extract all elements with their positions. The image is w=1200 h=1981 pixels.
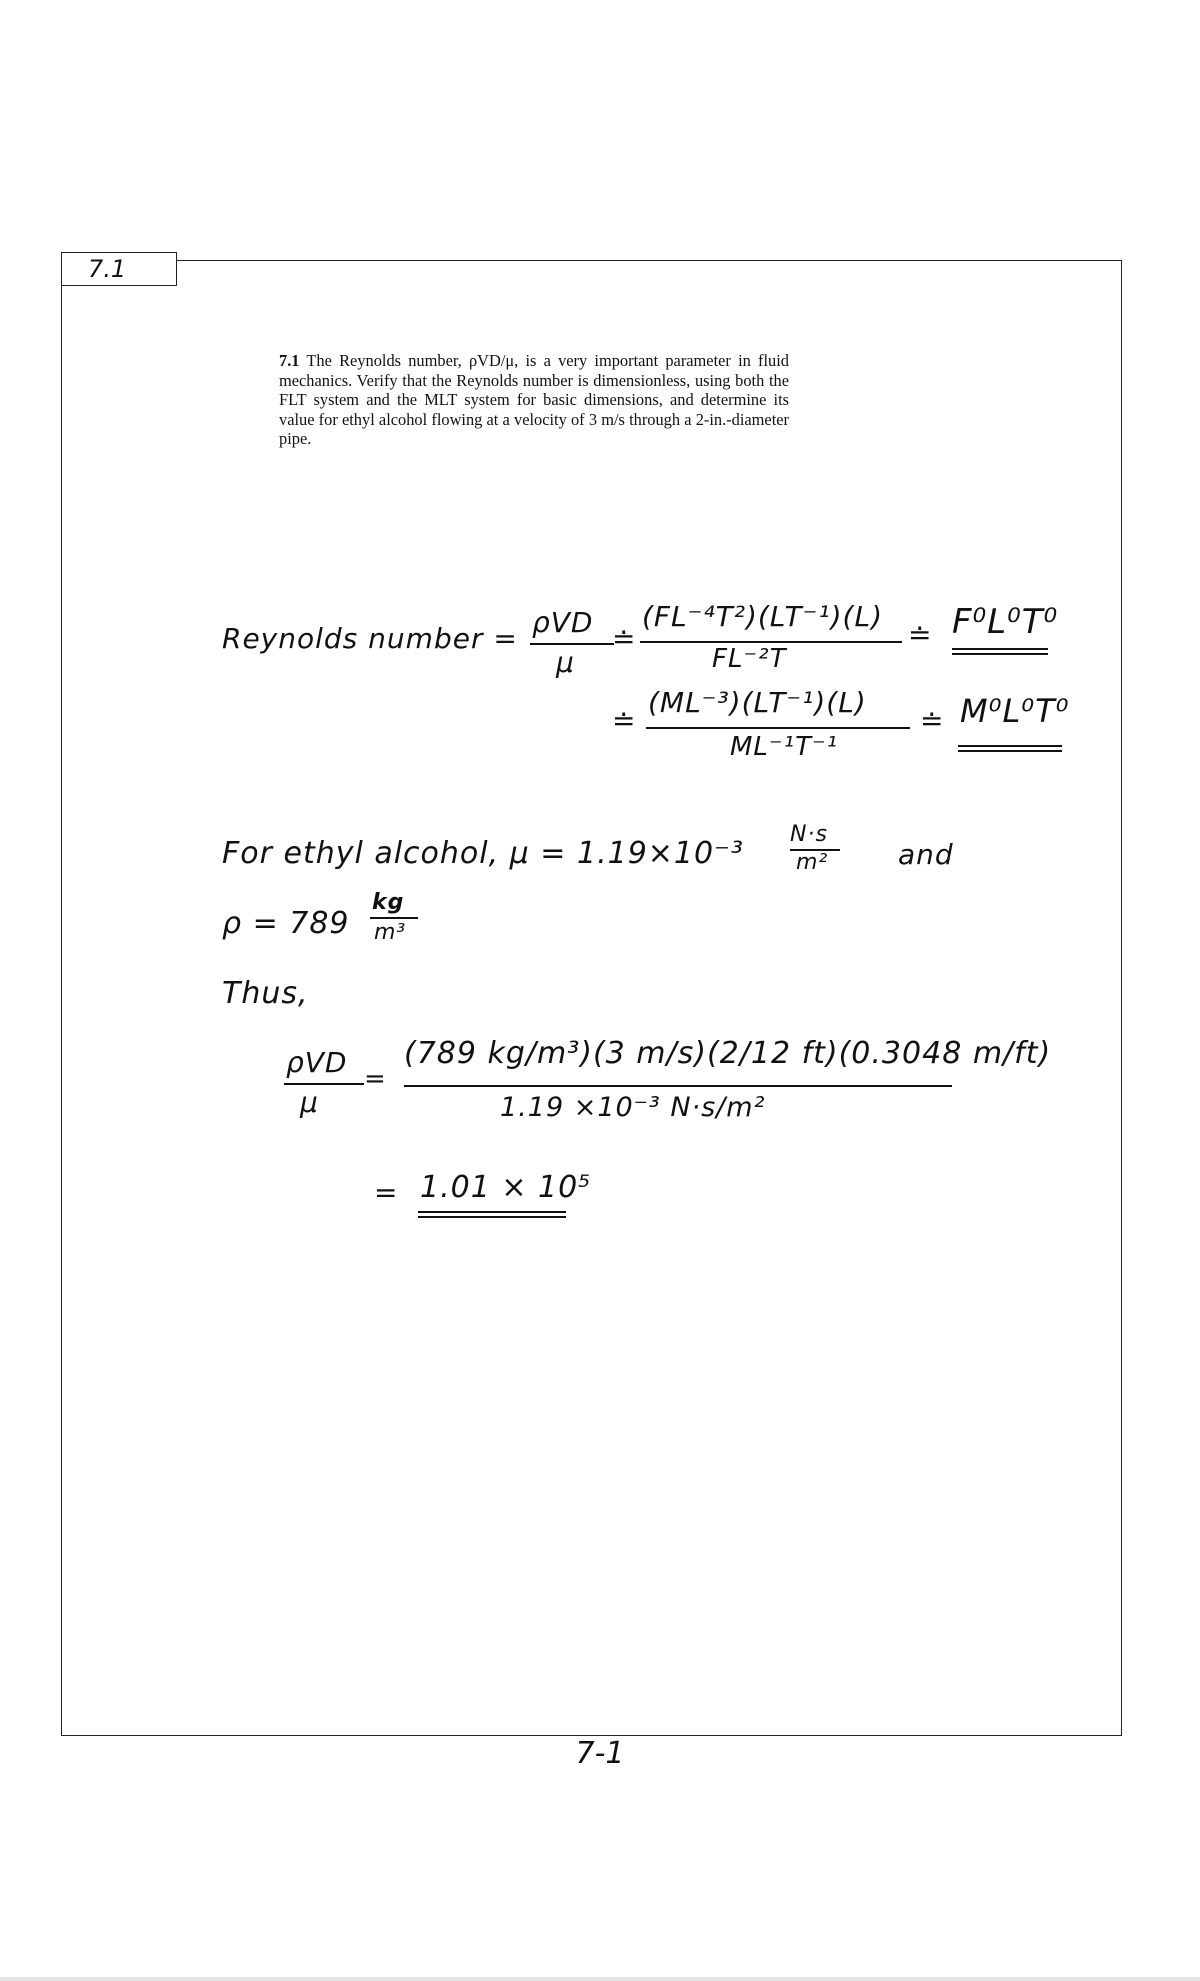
calc-denominator: 1.19 ×10⁻³ N·s/m² bbox=[500, 1092, 766, 1123]
density-units-denominator: m³ bbox=[374, 920, 407, 945]
final-result-underline-1 bbox=[418, 1211, 566, 1213]
density-line: ρ = 789 bbox=[222, 906, 350, 941]
final-equals: = bbox=[374, 1176, 399, 1209]
viscosity-units-denominator: m² bbox=[796, 850, 829, 875]
flt-result-underline-1 bbox=[952, 648, 1048, 650]
flt-fraction-bar bbox=[640, 641, 902, 643]
calc-fraction-bar bbox=[404, 1085, 952, 1087]
and-word: and bbox=[898, 838, 954, 871]
alcohol-viscosity-line: For ethyl alcohol, μ = 1.19×10⁻³ bbox=[222, 836, 744, 871]
approx-equal-4: ≐ bbox=[920, 704, 945, 737]
problem-text: The Reynolds number, ρVD/μ, is a very important parameter in fluid mechanics. Verify that the Reynolds number is dimensionless, using both the FLT system and the MLT system for basic dimensions, and determine its value for ethyl alcohol flowing at a velocity of 3 m/s through a 2-in.-diameter pipe. bbox=[279, 351, 789, 449]
problem-number: 7.1 bbox=[279, 351, 300, 370]
problem-number-tag: 7.1 bbox=[61, 252, 177, 286]
calc-rvd: ρVD bbox=[286, 1046, 348, 1079]
density-units-bar bbox=[370, 917, 418, 919]
mlt-result: M⁰L⁰T⁰ bbox=[960, 692, 1070, 730]
scan-edge bbox=[0, 1977, 1200, 1981]
flt-result: F⁰L⁰T⁰ bbox=[952, 602, 1059, 642]
calc-numerator: (789 kg/m³)(3 m/s)(2/12 ft)(0.3048 m/ft) bbox=[404, 1036, 1052, 1071]
calc-mu: μ bbox=[300, 1086, 319, 1119]
reynolds-label: Reynolds number = bbox=[222, 622, 518, 655]
flt-numerator: (FL⁻⁴T²)(LT⁻¹)(L) bbox=[642, 600, 883, 633]
solution-frame bbox=[61, 260, 1122, 1736]
mlt-numerator: (ML⁻³)(LT⁻¹)(L) bbox=[648, 686, 867, 719]
final-result-underline-2 bbox=[418, 1216, 566, 1218]
rvd-numerator: ρVD bbox=[532, 606, 594, 639]
flt-denominator: FL⁻²T bbox=[712, 644, 787, 674]
problem-statement bbox=[279, 351, 789, 449]
density-units-numerator: kg bbox=[372, 890, 405, 915]
mlt-result-underline-1 bbox=[958, 745, 1062, 747]
mu-denominator: μ bbox=[556, 646, 575, 679]
approx-equal-2: ≐ bbox=[908, 618, 933, 651]
thus-label: Thus, bbox=[222, 976, 309, 1011]
mlt-fraction-bar bbox=[646, 727, 910, 729]
flt-result-underline-2 bbox=[952, 653, 1048, 655]
mlt-denominator: ML⁻¹T⁻¹ bbox=[730, 732, 839, 762]
calc-rvd-bar bbox=[284, 1083, 364, 1085]
mlt-result-underline-2 bbox=[958, 750, 1062, 752]
rvd-fraction-bar bbox=[530, 643, 614, 645]
approx-equal-1: ≐ bbox=[612, 622, 637, 655]
calc-equals: = bbox=[364, 1064, 387, 1094]
approx-equal-3: ≐ bbox=[612, 704, 637, 737]
viscosity-units-numerator: N·s bbox=[790, 822, 828, 847]
page-number: 7-1 bbox=[575, 1736, 625, 1771]
final-result: 1.01 × 10⁵ bbox=[420, 1170, 592, 1205]
